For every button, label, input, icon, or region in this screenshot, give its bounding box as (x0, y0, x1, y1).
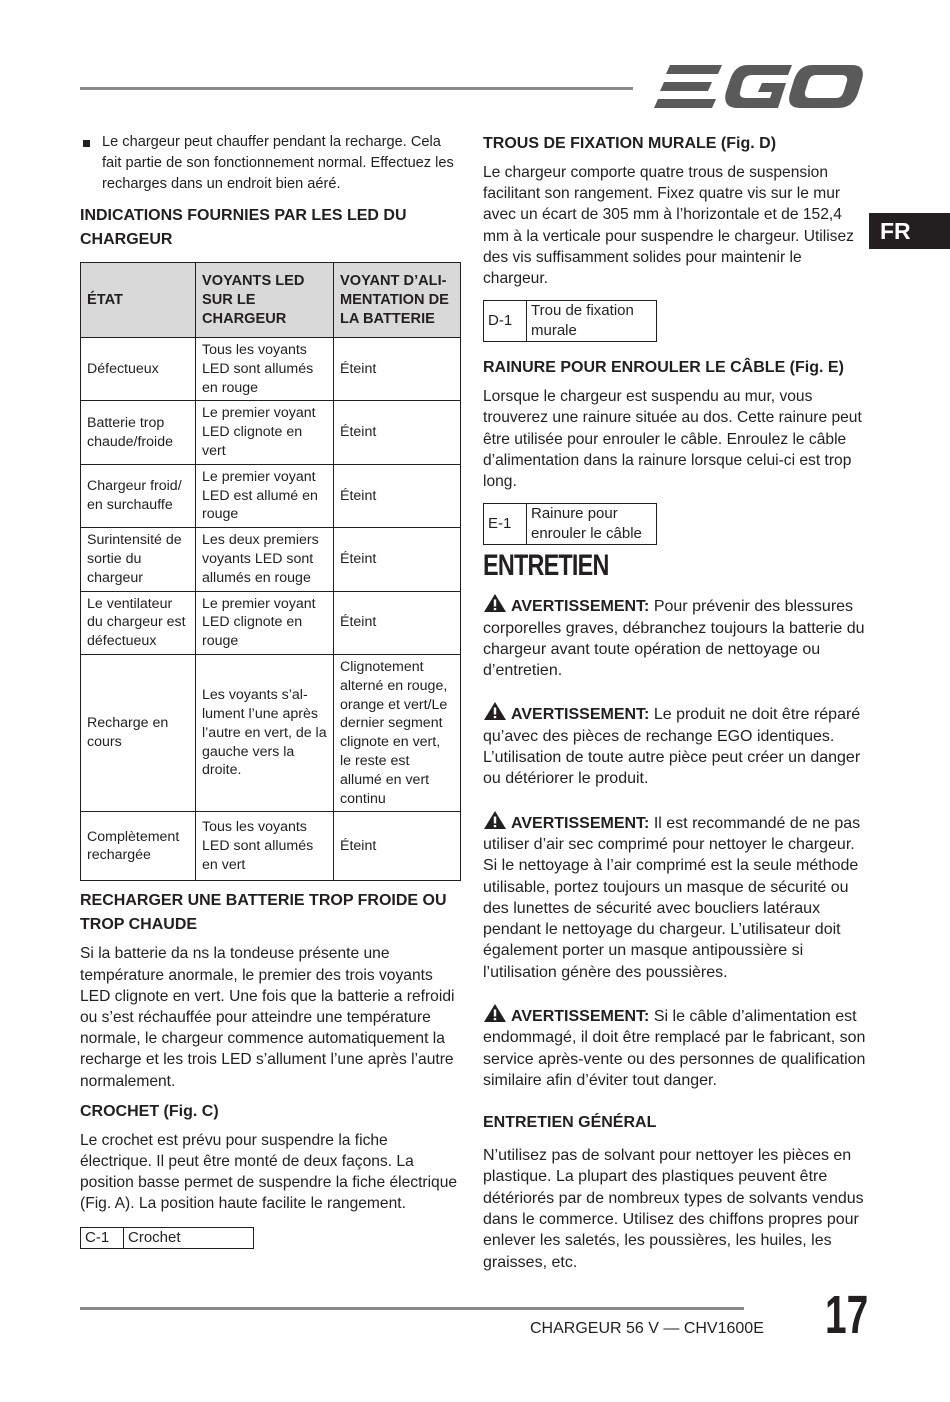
warning-block (483, 701, 868, 789)
warning-block (483, 810, 868, 983)
fig-c-legend (80, 1227, 254, 1249)
table-cell: Clignotement alterné en rouge, orange et vert/Le dernier segment clignote en vert, le reste est allumé en vert continu (334, 654, 461, 811)
general-maintenance-heading: ENTRETIEN GÉNÉRAL (483, 1114, 657, 1132)
table-cell: Éteint (334, 338, 461, 401)
table-row (81, 528, 461, 591)
table-cell: Tous les voyants LED sont allumés en rouge (196, 338, 334, 401)
table-cell: Chargeur froid/ en surchauffe (81, 464, 196, 527)
warning-text: Pour prévenir des blessures corporelles graves, débranchez toujours la batterie du chargeur avant toute opération de nettoyage ou d’entretien. (483, 598, 865, 680)
hook-heading: CROCHET (Fig. C) (80, 1102, 219, 1120)
warning-label: AVERTISSEMENT: (511, 706, 650, 724)
table-cell: Éteint (334, 528, 461, 591)
fig-e-legend (483, 503, 657, 545)
ego-logo (652, 62, 864, 112)
hook-text: Le crochet est prévu pour suspendre la fiche électrique. Il peut être monté de deux façons. La position basse permet de suspendre la fiche électrique (Fig. A). La position haute facilite le rangement. (80, 1131, 458, 1213)
bullet-item (80, 132, 462, 195)
table-row (81, 338, 461, 401)
warning-triangle-icon (483, 1003, 507, 1023)
bullet-square-icon (83, 140, 90, 147)
table-row (81, 464, 461, 527)
table-cell: Complètement rechargée (81, 812, 196, 881)
table-row (81, 654, 461, 811)
table-row (81, 401, 461, 464)
table-cell: Éteint (334, 401, 461, 464)
fig-label: Trou de fixation murale (527, 301, 657, 342)
fig-code: E-1 (484, 504, 527, 545)
table-cell: Recharge en cours (81, 654, 196, 811)
warning-triangle-icon (483, 593, 507, 613)
footer-model: CHARGEUR 56 V — CHV1600E (530, 1320, 764, 1337)
groove-text: Lorsque le chargeur est suspendu au mur, vous trouverez une rainure située au dos. Cette rainure peut être utilisée pour enrouler le câble. Enroulez le câble d’alimentation dans la rainure lorsque celui-ci est trop long. (483, 388, 862, 491)
table-cell: Éteint (334, 464, 461, 527)
warning-text: Si le câble d’alimentation est endommagé, il doit être remplacé par le fabricant, son service après-vente ou des personnes de qualification similaire afin d’éviter tout danger. (483, 1007, 866, 1089)
warning-text: Il est recommandé de ne pas utiliser d’air sec comprimé pour nettoyer le chargeur. Si le nettoyage à l’air comprimé est la seule méthode utilisable, portez toujours un masque de sécurité ou des lunettes de sécurité avec boucliers latéraux pendant le nettoyage du chargeur. L’utilisateur doit également porter un masque antipoussière si l’utilisation génère des poussières. (483, 814, 861, 981)
right-column (483, 132, 868, 1273)
led-heading: INDICATIONS FOURNIES PAR LES LED DU CHARGEUR (80, 207, 407, 248)
mount-text: Le chargeur comporte quatre trous de suspension facilitant son rangement. Fixez quatre vis sur le mur avec un écart de 305 mm à l’horizontale et de 152,4 mm à la verticale pour suspendre le chargeur. Utilisez des vis suffisamment solides pour maintenir le chargeur. (483, 164, 854, 288)
warning-label: AVERTISSEMENT: (511, 598, 650, 616)
table-cell: Le premier voyant LED est allumé en rouge (196, 464, 334, 527)
header-rule (80, 87, 633, 90)
fig-label: Rainure pour enrouler le câble (527, 504, 657, 545)
recharge-heading: RECHARGER UNE BATTERIE TROP FROIDE OU TROP CHAUDE (80, 892, 447, 934)
table-header-cell: ÉTAT (81, 263, 196, 338)
table-header-row (81, 263, 461, 338)
warning-triangle-icon (483, 701, 507, 721)
table-cell: Batterie trop chaude/froide (81, 401, 196, 464)
table-header-cell: VOYANTS LED SUR LE CHARGEUR (196, 263, 334, 338)
table-cell: Tous les voyants LED sont allumés en vert (196, 812, 334, 881)
left-column (80, 132, 462, 1249)
recharge-text: Si la batterie da ns la tondeuse présente une température anormale, le premier des trois voyants LED clignote en vert. Une fois que la batterie a refroidi ou s’est réchauffée pour atteindre une température normale, le chargeur commence automatiquement la recharge et les trois LED s’allument l’une après l’autre normalement. (80, 945, 455, 1090)
table-cell: Défectueux (81, 338, 196, 401)
table-row (81, 812, 461, 881)
table-cell: Éteint (334, 591, 461, 654)
page-number: 17 (825, 1285, 869, 1345)
fig-label: Crochet (124, 1227, 254, 1248)
table-row (81, 591, 461, 654)
mount-heading: TROUS DE FIXATION MURALE (Fig. D) (483, 135, 777, 152)
warning-label: AVERTISSEMENT: (511, 814, 650, 832)
warning-block (483, 593, 868, 681)
table-cell: Les voyants s’al-lument l’une après l’autre en vert, de la gauche vers la droite. (196, 654, 334, 811)
table-cell: Surintensité de sortie du chargeur (81, 528, 196, 591)
fig-code: D-1 (484, 301, 527, 342)
table-cell: Le ventilateur du chargeur est défectueux (81, 591, 196, 654)
warning-text: Le produit ne doit être réparé qu’avec des pièces de rechange EGO identiques. L’utilisation de toute autre pièce peut créer un danger ou détériorer le produit. (483, 706, 861, 788)
bullet-text: Le chargeur peut chauffer pendant la recharge. Cela fait partie de son fonctionnement normal. Effectuez les recharges dans un endroit bien aéré. (102, 134, 454, 192)
language-tab: FR (869, 213, 950, 249)
groove-heading: RAINURE POUR ENROULER LE CÂBLE (Fig. E) (483, 359, 844, 377)
footer-rule (80, 1307, 744, 1310)
warning-block (483, 1003, 868, 1091)
fig-code: C-1 (81, 1227, 124, 1248)
table-cell: Éteint (334, 812, 461, 881)
warning-triangle-icon (483, 810, 507, 830)
table-cell: Le premier voyant LED clignote en vert (196, 401, 334, 464)
fig-d-legend (483, 300, 657, 342)
maintenance-heading: ENTRETIEN (483, 549, 609, 583)
general-maintenance-text: N’utilisez pas de solvant pour nettoyer les pièces en plastique. La plupart des plastiques peuvent être détériorés par de nombreux types de solvants vendus dans le commerce. Utilisez des chiffons propres pour enlever les saletés, les poussières, les huiles, les graisses, etc. (483, 1147, 864, 1271)
warning-label: AVERTISSEMENT: (511, 1007, 650, 1025)
table-cell: Les deux premiers voyants LED sont allumés en rouge (196, 528, 334, 591)
table-cell: Le premier voyant LED clignote en rouge (196, 591, 334, 654)
led-table (80, 262, 461, 881)
table-header-cell: VOYANT D’ALI-MENTATION DE LA BATTERIE (334, 263, 461, 338)
